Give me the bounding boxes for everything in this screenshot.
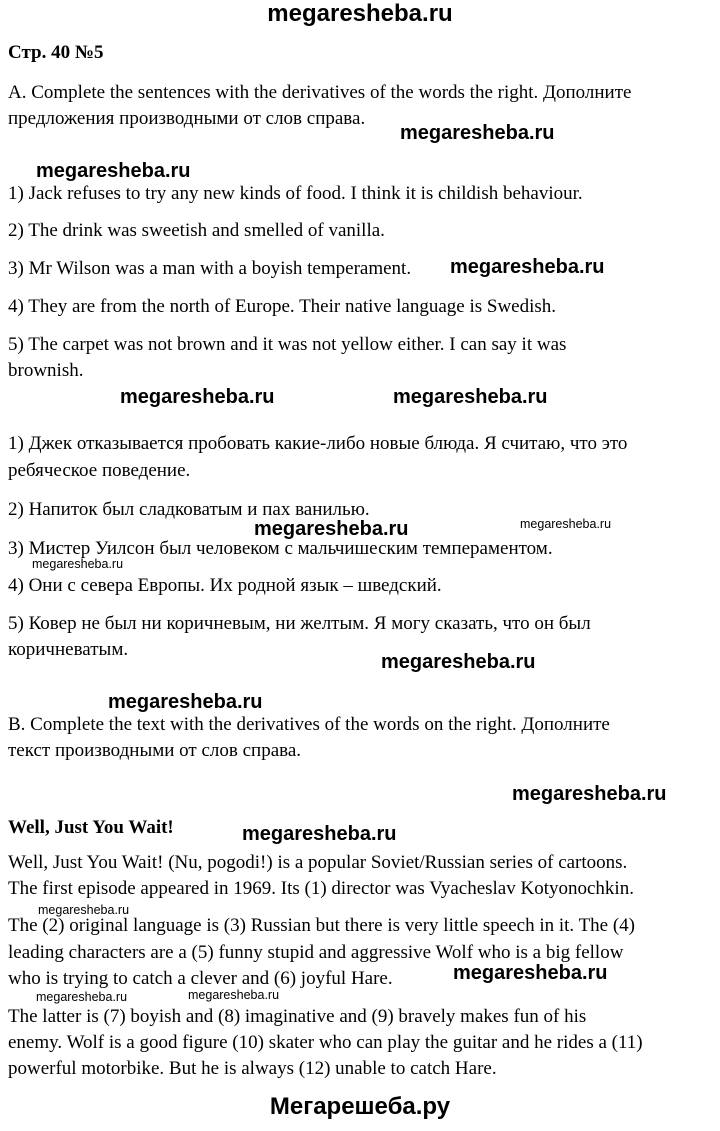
page-reference: Стр. 40 №5 bbox=[8, 42, 104, 63]
watermark: megaresheba.ru bbox=[120, 386, 275, 408]
watermark: megaresheba.ru bbox=[400, 122, 555, 144]
sentence-2: 2) The drink was sweetish and smelled of vanilla. bbox=[8, 220, 385, 241]
sentence-3: 3) Mr Wilson was a man with a boyish temperament. bbox=[8, 258, 412, 279]
section-b-instruction-line1: B. Complete the text with the derivatives of the words on the right. Дополните bbox=[8, 714, 610, 735]
watermark: megaresheba.ru bbox=[36, 160, 191, 182]
watermark: megaresheba.ru bbox=[108, 691, 263, 713]
story-line-8: powerful motorbike. But he is always (12) unable to catch Hare. bbox=[8, 1058, 497, 1079]
translation-3: 3) Мистер Уилсон был человеком с мальчишеским темпераментом. bbox=[8, 538, 553, 559]
translation-2: 2) Напиток был сладковатым и пах ванилью. bbox=[8, 499, 370, 520]
watermark: megaresheba.ru bbox=[393, 386, 548, 408]
translation-1-continued: ребяческое поведение. bbox=[8, 460, 191, 481]
watermark: megaresheba.ru bbox=[453, 962, 608, 984]
section-a-instruction-line1: A. Complete the sentences with the derivatives of the words the right. Дополните bbox=[8, 82, 632, 103]
watermark: megaresheba.ru bbox=[381, 651, 536, 673]
translation-4: 4) Они с севера Европы. Их родной язык – шведский. bbox=[8, 575, 442, 596]
watermark: megaresheba.ru bbox=[32, 557, 124, 571]
translation-1: 1) Джек отказывается пробовать какие-либо новые блюда. Я считаю, что это bbox=[8, 433, 628, 454]
story-title: Well, Just You Wait! bbox=[8, 817, 174, 838]
sentence-4: 4) They are from the north of Europe. Their native language is Swedish. bbox=[8, 296, 557, 317]
translation-5: 5) Ковер не был ни коричневым, ни желтым. Я могу сказать, что он был bbox=[8, 613, 591, 634]
site-header[interactable]: megaresheba.ru bbox=[267, 0, 453, 27]
section-b-instruction-line2: текст производными от слов справа. bbox=[8, 740, 302, 761]
story-line-3: The (2) original language is (3) Russian but there is very little speech in it. The (4) bbox=[8, 915, 636, 936]
sentence-5-continued: brownish. bbox=[8, 360, 84, 381]
watermark: megaresheba.ru bbox=[512, 783, 667, 805]
story-line-6: The latter is (7) boyish and (8) imaginative and (9) bravely makes fun of his bbox=[8, 1006, 587, 1027]
story-line-2: The first episode appeared in 1969. Its (1) director was Vyacheslav Kotyonochkin. bbox=[8, 878, 634, 899]
section-a-instruction-line2: предложения производными от слов справа. bbox=[8, 108, 366, 129]
translation-5-continued: коричневатым. bbox=[8, 639, 129, 660]
story-line-5: who is trying to catch a clever and (6) joyful Hare. bbox=[8, 968, 393, 989]
story-line-1: Well, Just You Wait! (Nu, pogodi!) is a popular Soviet/Russian series of cartoons. bbox=[8, 852, 628, 873]
watermark: megaresheba.ru bbox=[450, 256, 605, 278]
sentence-5: 5) The carpet was not brown and it was not yellow either. I can say it was bbox=[8, 334, 567, 355]
watermark: megaresheba.ru bbox=[254, 518, 409, 540]
story-line-4: leading characters are a (5) funny stupid and aggressive Wolf who is a big fellow bbox=[8, 942, 624, 963]
watermark: megaresheba.ru bbox=[36, 990, 128, 1004]
watermark: megaresheba.ru bbox=[242, 823, 397, 845]
footer-brand[interactable]: Мегарешеба.ру bbox=[269, 1093, 451, 1120]
watermark: megaresheba.ru bbox=[38, 903, 130, 917]
watermark: megaresheba.ru bbox=[520, 517, 612, 531]
story-line-7: enemy. Wolf is a good figure (10) skater who can play the guitar and he rides a (11) bbox=[8, 1032, 643, 1053]
watermark: megaresheba.ru bbox=[188, 988, 280, 1002]
sentence-1: 1) Jack refuses to try any new kinds of food. I think it is childish behaviour. bbox=[8, 183, 583, 204]
